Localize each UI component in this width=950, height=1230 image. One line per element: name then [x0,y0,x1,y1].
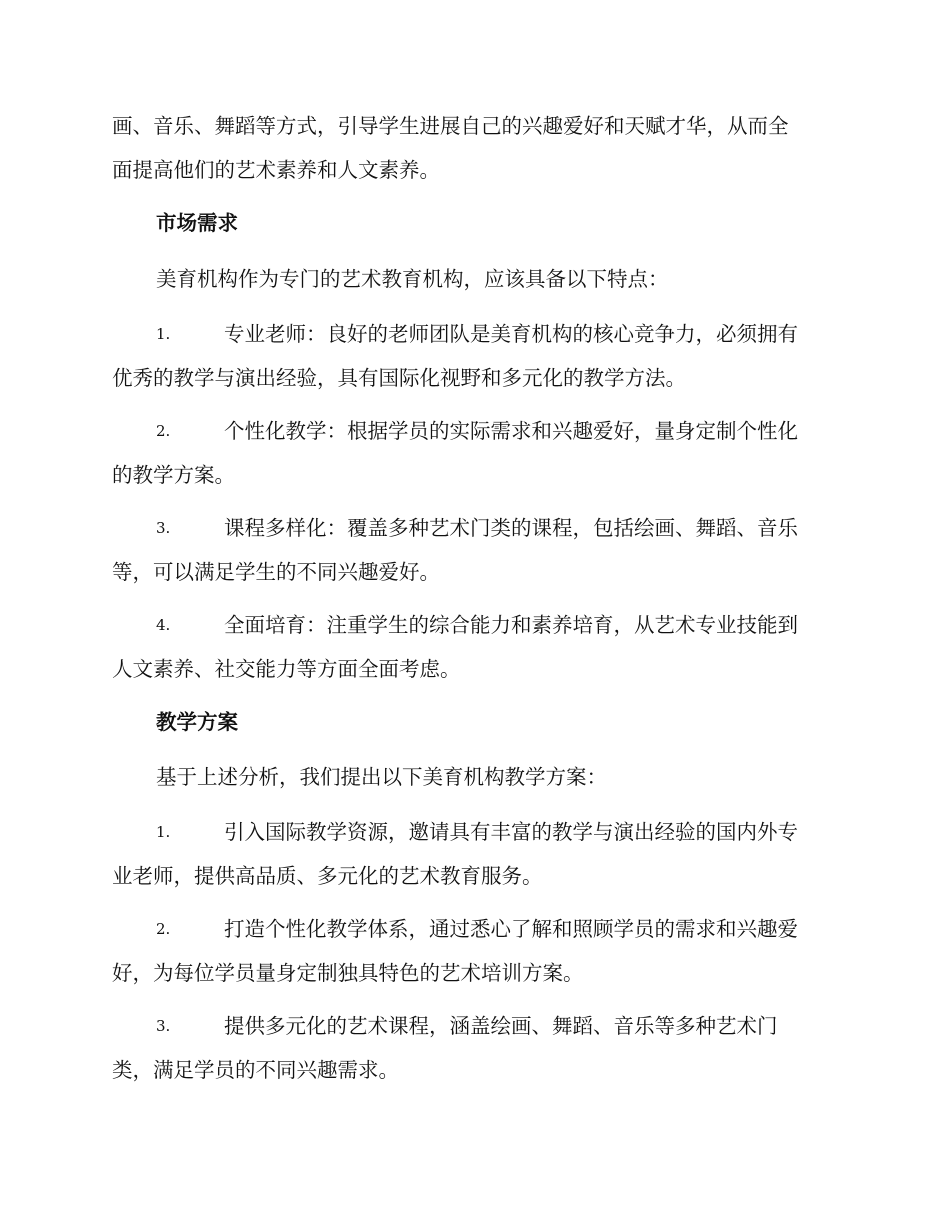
list-item-line-2: 等，可以满足学生的不同兴趣爱好。 [112,560,440,584]
list-item-line-1: 课程多样化：覆盖多种艺术门类的课程，包括绘画、舞蹈、音乐 [224,516,798,540]
list-number: 4. [156,616,171,634]
opening-line-1: 画、音乐、舞蹈等方式，引导学生进展自己的兴趣爱好和天赋才华，从而全 [112,114,789,138]
market-list-item-4 [112,603,834,691]
list-item-line-1: 提供多元化的艺术课程，涵盖绘画、舞蹈、音乐等多种艺术门 [224,1014,778,1038]
list-number: 1. [156,823,171,841]
list-number: 2. [156,920,171,938]
list-item-line-2: 人文素养、社交能力等方面全面考虑。 [112,657,461,681]
plan-list-item-1 [112,810,834,898]
list-number: 2. [156,422,171,440]
plan-heading: 教学方案 [156,710,238,734]
list-item-line-2: 业老师，提供高品质、多元化的艺术教育服务。 [112,864,543,888]
list-number: 3. [156,519,171,537]
list-item-line-1: 专业老师：良好的老师团队是美育机构的核心竞争力，必须拥有 [224,322,798,346]
list-item-line-1: 打造个性化教学体系，通过悉心了解和照顾学员的需求和兴趣爱 [224,917,798,941]
market-list-item-1 [112,312,834,400]
list-item-line-1: 个性化教学：根据学员的实际需求和兴趣爱好，量身定制个性化 [224,419,798,443]
plan-list-item-2 [112,907,834,995]
list-number: 1. [156,325,171,343]
list-item-line-2: 好，为每位学员量身定制独具特色的艺术培训方案。 [112,961,584,985]
list-number: 3. [156,1017,171,1035]
list-item-line-2: 优秀的教学与演出经验，具有国际化视野和多元化的教学方法。 [112,366,686,390]
market-list-item-2 [112,409,834,497]
market-heading: 市场需求 [156,211,238,235]
list-item-line-1: 全面培育：注重学生的综合能力和素养培育，从艺术专业技能到 [224,613,798,637]
market-list-item-3 [112,506,834,594]
opening-line-2: 面提高他们的艺术素养和人文素养。 [112,158,440,182]
list-item-line-2: 类，满足学员的不同兴趣需求。 [112,1058,399,1082]
list-item-line-1: 引入国际教学资源，邀请具有丰富的教学与演出经验的国内外专 [224,820,798,844]
market-intro: 美育机构作为专门的艺术教育机构，应该具备以下特点： [156,267,669,291]
plan-list-item-3 [112,1004,834,1092]
opening-paragraph [112,104,834,192]
list-item-line-2: 的教学方案。 [112,463,235,487]
plan-intro: 基于上述分析，我们提出以下美育机构教学方案： [156,765,607,789]
